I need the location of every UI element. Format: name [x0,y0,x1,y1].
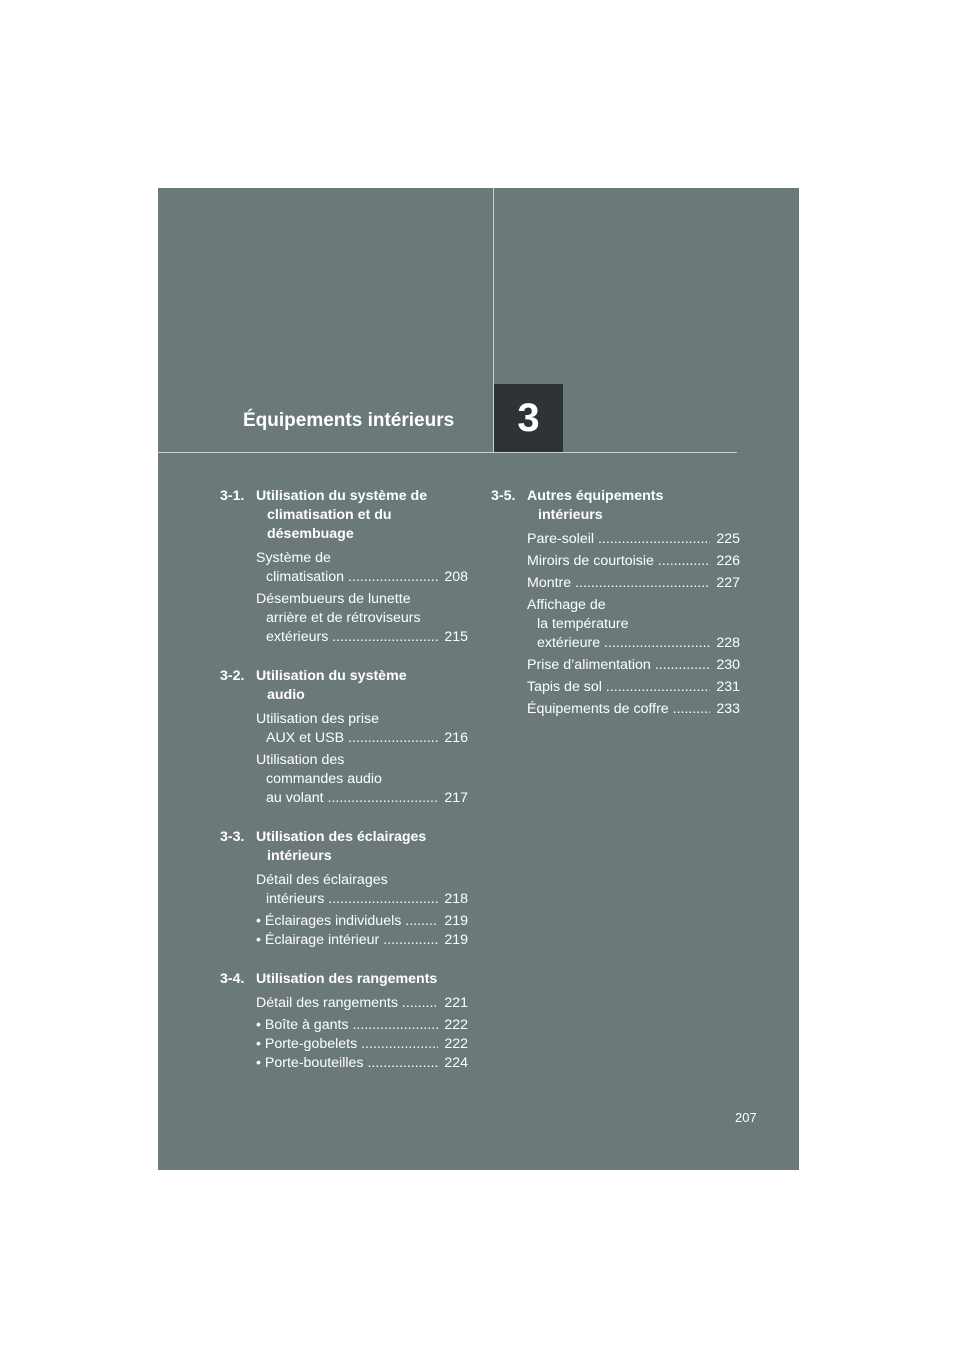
section-title-line: climatisation et du [267,507,392,523]
toc-entry-page: 231 [716,679,740,695]
toc-entry-text [256,931,438,950]
toc-entry-text [527,574,710,593]
toc-entry-text [256,1016,438,1035]
toc-entry-text [256,912,438,931]
section-title-line: audio [267,687,305,703]
section-number: 3-2. [220,668,245,684]
toc-entry[interactable] [527,656,740,675]
toc-entry-page: 222 [444,1036,468,1052]
toc-section [491,487,740,719]
toc-entry-text [256,751,438,808]
section-title [256,970,468,989]
toc-entry[interactable] [527,552,740,571]
toc-entry-line: Pare-soleil ..... [527,530,710,549]
section-number: 3-3. [220,829,245,845]
section-title [527,487,740,525]
toc-entry-line: extérieure ..... [527,634,710,653]
toc-entry-text [256,1035,438,1054]
section-title-line: intérieurs [267,848,332,864]
toc-entry-line: la température [537,616,629,632]
toc-entry[interactable] [527,574,740,593]
toc-entry-line: Désembueurs de lunette [256,591,411,607]
toc-entry-line: Utilisation des prise [256,711,380,727]
toc-entry[interactable] [256,590,468,647]
section-number: 3-1. [220,488,245,504]
toc-entry-line: Détail des rangements ..... [256,994,438,1013]
toc-entry[interactable] [256,1016,468,1035]
toc-item-list [491,530,740,719]
toc-section [220,828,468,950]
toc-entry-text [527,552,710,571]
section-heading [220,828,468,866]
section-title-line: intérieurs [538,507,603,523]
toc-entry[interactable] [256,1054,468,1073]
toc-entry-line: Tapis de sol ..... [527,678,710,697]
section-heading [220,667,468,705]
toc-entry-line: extérieurs ..... [256,628,438,647]
section-title-line: Utilisation des éclairages [256,829,427,845]
toc-entry-text [527,530,710,549]
toc-entry-page: 219 [444,932,468,948]
toc-entry-text [256,710,438,748]
toc-entry-text [256,871,438,909]
toc-entry-text [527,656,710,675]
section-title-line: Utilisation du système [256,668,407,684]
toc-entry[interactable] [527,596,740,653]
toc-entry-text [527,596,710,653]
toc-entry-text [527,700,710,719]
toc-entry-line: • Porte-bouteilles ..... [256,1054,438,1073]
toc-entry-line: Système de [256,550,331,566]
toc-entry[interactable] [527,700,740,719]
section-heading [491,487,740,525]
page-number: 207 [735,1110,757,1125]
toc-entry-page: 224 [444,1055,468,1071]
toc-entry-line: • Éclairages individuels ..... [256,912,438,931]
section-number: 3-4. [220,971,245,987]
toc-entry-line: • Boîte à gants ..... [256,1016,438,1035]
section-title-line: Autres équipements [527,488,664,504]
horizontal-divider [158,452,737,453]
toc-entry-line: au volant ..... [256,789,438,808]
toc-entry-line: Affichage de [527,597,606,613]
toc-entry-line: Équipements de coffre ..... [527,700,710,719]
toc-entry-line: Prise d’alimentation ..... [527,656,710,675]
toc-entry-line: • Éclairage intérieur ..... [256,931,438,950]
toc-entry-line: • Porte-gobelets ..... [256,1035,438,1054]
toc-entry-page: 215 [444,629,468,645]
section-title [256,667,468,705]
toc-entry-text [256,590,438,647]
toc-entry-text [527,678,710,697]
chapter-title: Équipements intérieurs [243,410,455,431]
toc-entry-page: 219 [444,913,468,929]
toc-entry[interactable] [256,994,468,1013]
section-heading [220,487,468,544]
toc-entry-line: commandes audio [266,771,382,787]
section-heading [220,970,468,989]
toc-entry-page: 228 [716,635,740,651]
toc-entry-line: Miroirs de courtoisie ..... [527,552,710,571]
toc-entry-line: Montre ..... [527,574,710,593]
toc-entry-text [256,994,438,1013]
toc-entry[interactable] [256,549,468,587]
section-title [256,487,468,544]
toc-entry-page: 233 [716,701,740,717]
toc-entry-line: Utilisation des [256,752,345,768]
toc-entry-page: 221 [444,995,468,1011]
toc-entry[interactable] [256,1035,468,1054]
toc-entry-page: 216 [444,730,468,746]
toc-column-right [491,487,740,739]
section-number: 3-5. [491,488,516,504]
toc-item-list [220,710,468,808]
toc-entry[interactable] [256,710,468,748]
toc-entry-page: 208 [444,569,468,585]
section-title-line: désembuage [267,526,354,542]
toc-entry[interactable] [527,678,740,697]
toc-section [220,667,468,808]
toc-entry-text [256,549,438,587]
toc-entry[interactable] [256,931,468,950]
section-title [256,828,468,866]
toc-column-left [220,487,468,1093]
toc-section [220,487,468,647]
toc-entry[interactable] [256,912,468,931]
toc-entry-page: 225 [716,531,740,547]
toc-entry-text [256,1054,438,1073]
toc-entry[interactable] [527,530,740,549]
toc-section [220,970,468,1073]
chapter-number-badge: 3 [494,384,563,452]
toc-entry-line: intérieurs ..... [256,890,438,909]
section-title-line: Utilisation du système de [256,488,428,504]
toc-entry[interactable] [256,871,468,909]
toc-entry-page: 222 [444,1017,468,1033]
toc-entry-page: 226 [716,553,740,569]
section-title-line: Utilisation des rangements [256,971,438,987]
toc-entry-line: climatisation ..... [256,568,438,587]
toc-entry-page: 230 [716,657,740,673]
toc-entry-line: AUX et USB ..... [256,729,438,748]
toc-entry-line: Détail des éclairages [256,872,388,888]
toc-item-list [220,994,468,1073]
toc-item-list [220,871,468,950]
toc-item-list [220,549,468,647]
toc-entry-line: arrière et de rétroviseurs [266,610,421,626]
toc-entry-page: 217 [444,790,468,806]
toc-entry-page: 227 [716,575,740,591]
toc-entry-page: 218 [444,891,468,907]
toc-entry[interactable] [256,751,468,808]
